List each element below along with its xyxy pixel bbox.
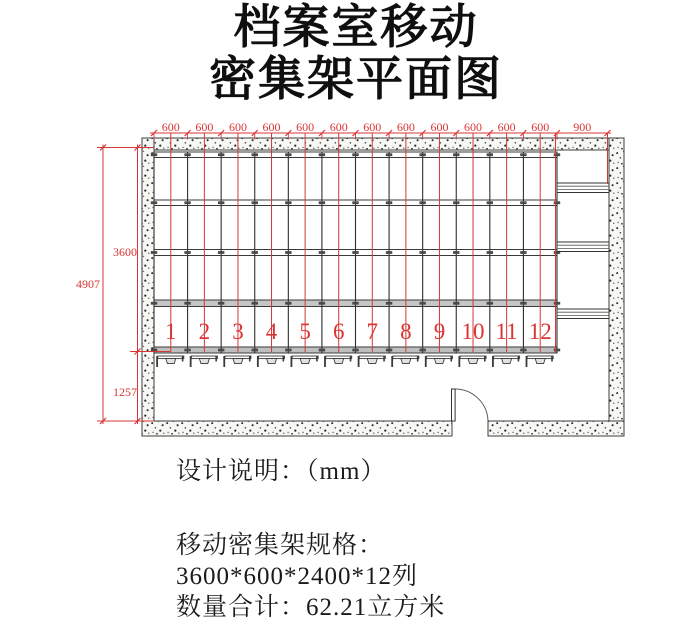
top-dim-label: 600 [464, 120, 483, 134]
aisle-dim-label: 1257 [113, 385, 137, 399]
bracket-center-tab [334, 359, 344, 364]
column-number: 12 [528, 319, 552, 344]
door [452, 389, 489, 421]
rail-connector [386, 251, 392, 254]
guide-rail-bar [557, 183, 609, 193]
bracket-right-tick [350, 356, 352, 362]
bracket-right-tick [417, 356, 419, 362]
rail-connector [419, 201, 425, 204]
bracket-right-tick [249, 356, 251, 362]
rail-connector [520, 302, 526, 305]
rail-connector [218, 302, 224, 305]
top-dim-label: 600 [497, 120, 516, 134]
bracket-center-tab [502, 359, 512, 364]
rail-connector [184, 302, 190, 305]
rail-connector [151, 153, 157, 156]
guide-rail-bar [557, 309, 609, 319]
rail-connector [319, 302, 325, 305]
column-number: 3 [232, 319, 244, 344]
rail-connector [386, 302, 392, 305]
rail-connector [487, 251, 493, 254]
rail-connector [218, 349, 224, 352]
rail-connector [285, 201, 291, 204]
bracket-left-foot [324, 356, 326, 367]
dimension-annotations [76, 120, 611, 424]
rail-connector [252, 302, 258, 305]
bracket-right-tick [518, 356, 520, 362]
door-swing-arc [455, 389, 488, 421]
rail-connector [252, 153, 258, 156]
bracket-center-tab [233, 359, 243, 364]
bracket-center-tab [468, 359, 478, 364]
rail-connector [151, 251, 157, 254]
rail-connector [184, 201, 190, 204]
rail-connector [352, 302, 358, 305]
rail-connector [453, 153, 459, 156]
wall-bottom-right-of-door [488, 421, 624, 436]
column-number: 9 [433, 319, 446, 344]
rail-connector [487, 153, 493, 156]
bracket-left-foot [358, 356, 360, 367]
column-number: 4 [265, 319, 278, 344]
overall-dim-label: 4907 [76, 277, 100, 291]
top-dim-label: 600 [430, 120, 449, 134]
rail-connector [554, 349, 560, 352]
rail-connector [453, 251, 459, 254]
rail-connector [520, 153, 526, 156]
rail-connector [419, 251, 425, 254]
rail-connector [285, 349, 291, 352]
wall-right [609, 138, 624, 436]
rail-connector [520, 201, 526, 204]
total-volume: 数量合计：62.21立方米 [176, 594, 446, 621]
bracket-left-foot [526, 356, 528, 367]
bracket-left-foot [425, 356, 427, 367]
rail-connector [285, 251, 291, 254]
bracket-center-tab [367, 359, 377, 364]
column-number: 10 [461, 319, 485, 344]
top-dim-label: 900 [573, 120, 592, 134]
rail-connector [151, 201, 157, 204]
rail-connector [184, 153, 190, 156]
rail-connector [419, 153, 425, 156]
rail-connector [252, 349, 258, 352]
rail-connector [487, 349, 493, 352]
notes-block [176, 456, 445, 623]
top-dim-label: 600 [363, 120, 382, 134]
bracket-center-tab [434, 359, 444, 364]
rail-connector [218, 201, 224, 204]
bracket-left-foot [458, 356, 460, 367]
column-numbers [165, 319, 552, 344]
top-dim-label: 600 [531, 120, 550, 134]
bracket-right-tick [450, 356, 452, 362]
bracket-center-tab [199, 359, 209, 364]
bracket-right-tick [551, 356, 553, 362]
rail-connector [352, 251, 358, 254]
bracket-left-foot [223, 356, 225, 367]
rail-connector [520, 349, 526, 352]
spec-value: 3600*600*2400*12列 [176, 563, 419, 590]
rail-connector [319, 201, 325, 204]
rail-connector [218, 153, 224, 156]
wall-top [142, 138, 624, 150]
rail-connector [319, 251, 325, 254]
bracket-center-tab [267, 359, 277, 364]
rail-connector [184, 251, 190, 254]
column-number: 2 [198, 319, 211, 344]
bracket-left-foot [492, 356, 494, 367]
bracket-center-tab [535, 359, 545, 364]
rail-connector [554, 153, 560, 156]
rail-connector [218, 251, 224, 254]
column-number: 8 [400, 319, 412, 344]
rail-connector [386, 201, 392, 204]
rail-connector [453, 201, 459, 204]
bracket-right-tick [484, 356, 486, 362]
shelving-depth-dim-label: 3600 [113, 245, 137, 259]
top-dim-label: 600 [329, 120, 348, 134]
bracket-right-tick [383, 356, 385, 362]
rail-connector [319, 349, 325, 352]
rail-connector [352, 201, 358, 204]
title-line-1: 档案室移动 [233, 2, 479, 54]
rail-connector [419, 349, 425, 352]
guide-rail-bar [557, 242, 609, 252]
rail-connector [184, 349, 190, 352]
top-dim-label: 600 [396, 120, 415, 134]
rail-connector [352, 153, 358, 156]
rail-connector [554, 201, 560, 204]
bracket-center-tab [300, 359, 310, 364]
top-dim-label: 600 [161, 120, 180, 134]
rail-connector [285, 302, 291, 305]
bracket-left-foot [291, 356, 293, 367]
wall-guide-rails [557, 183, 609, 319]
column-number: 5 [299, 319, 311, 344]
walls [142, 138, 624, 436]
rail-connector [453, 302, 459, 305]
bracket-left-foot [156, 356, 158, 367]
rail-connector [285, 153, 291, 156]
door-leaf [452, 389, 456, 421]
bracket-center-tab [401, 359, 411, 364]
title-line-2: 密集架平面图 [209, 54, 503, 106]
top-dim-label: 600 [228, 120, 247, 134]
wall-left [142, 138, 154, 436]
rail-connector [252, 201, 258, 204]
rail-connector [352, 349, 358, 352]
rail-connector [453, 349, 459, 352]
rail-connector [554, 302, 560, 305]
rail-connector [252, 251, 258, 254]
rail-connector [386, 153, 392, 156]
bracket-left-foot [190, 356, 192, 367]
rail-connector [319, 153, 325, 156]
wall-bottom-left-of-door [142, 421, 452, 436]
bracket-right-tick [316, 356, 318, 362]
bracket-right-tick [215, 356, 217, 362]
bracket-right-tick [283, 356, 285, 362]
column-number: 6 [332, 319, 345, 344]
design-note: 设计说明：（mm） [176, 458, 387, 485]
bracket-left-foot [391, 356, 393, 367]
top-dim-label: 600 [262, 120, 281, 134]
bracket-left-foot [257, 356, 259, 367]
rail-connector [419, 302, 425, 305]
top-dim-label: 600 [296, 120, 315, 134]
top-dim-label: 600 [195, 120, 214, 134]
spec-title: 移动密集架规格： [176, 532, 385, 559]
rail-connector [520, 251, 526, 254]
column-number: 7 [366, 319, 379, 344]
bracket-right-tick [182, 356, 184, 362]
column-number: 1 [165, 319, 177, 344]
column-number: 11 [495, 319, 518, 344]
rail-connector [386, 349, 392, 352]
bracket-center-tab [166, 359, 176, 364]
rail-connector [151, 349, 157, 352]
rail-connector [151, 302, 157, 305]
rail-connector [487, 302, 493, 305]
rail-connector [487, 201, 493, 204]
